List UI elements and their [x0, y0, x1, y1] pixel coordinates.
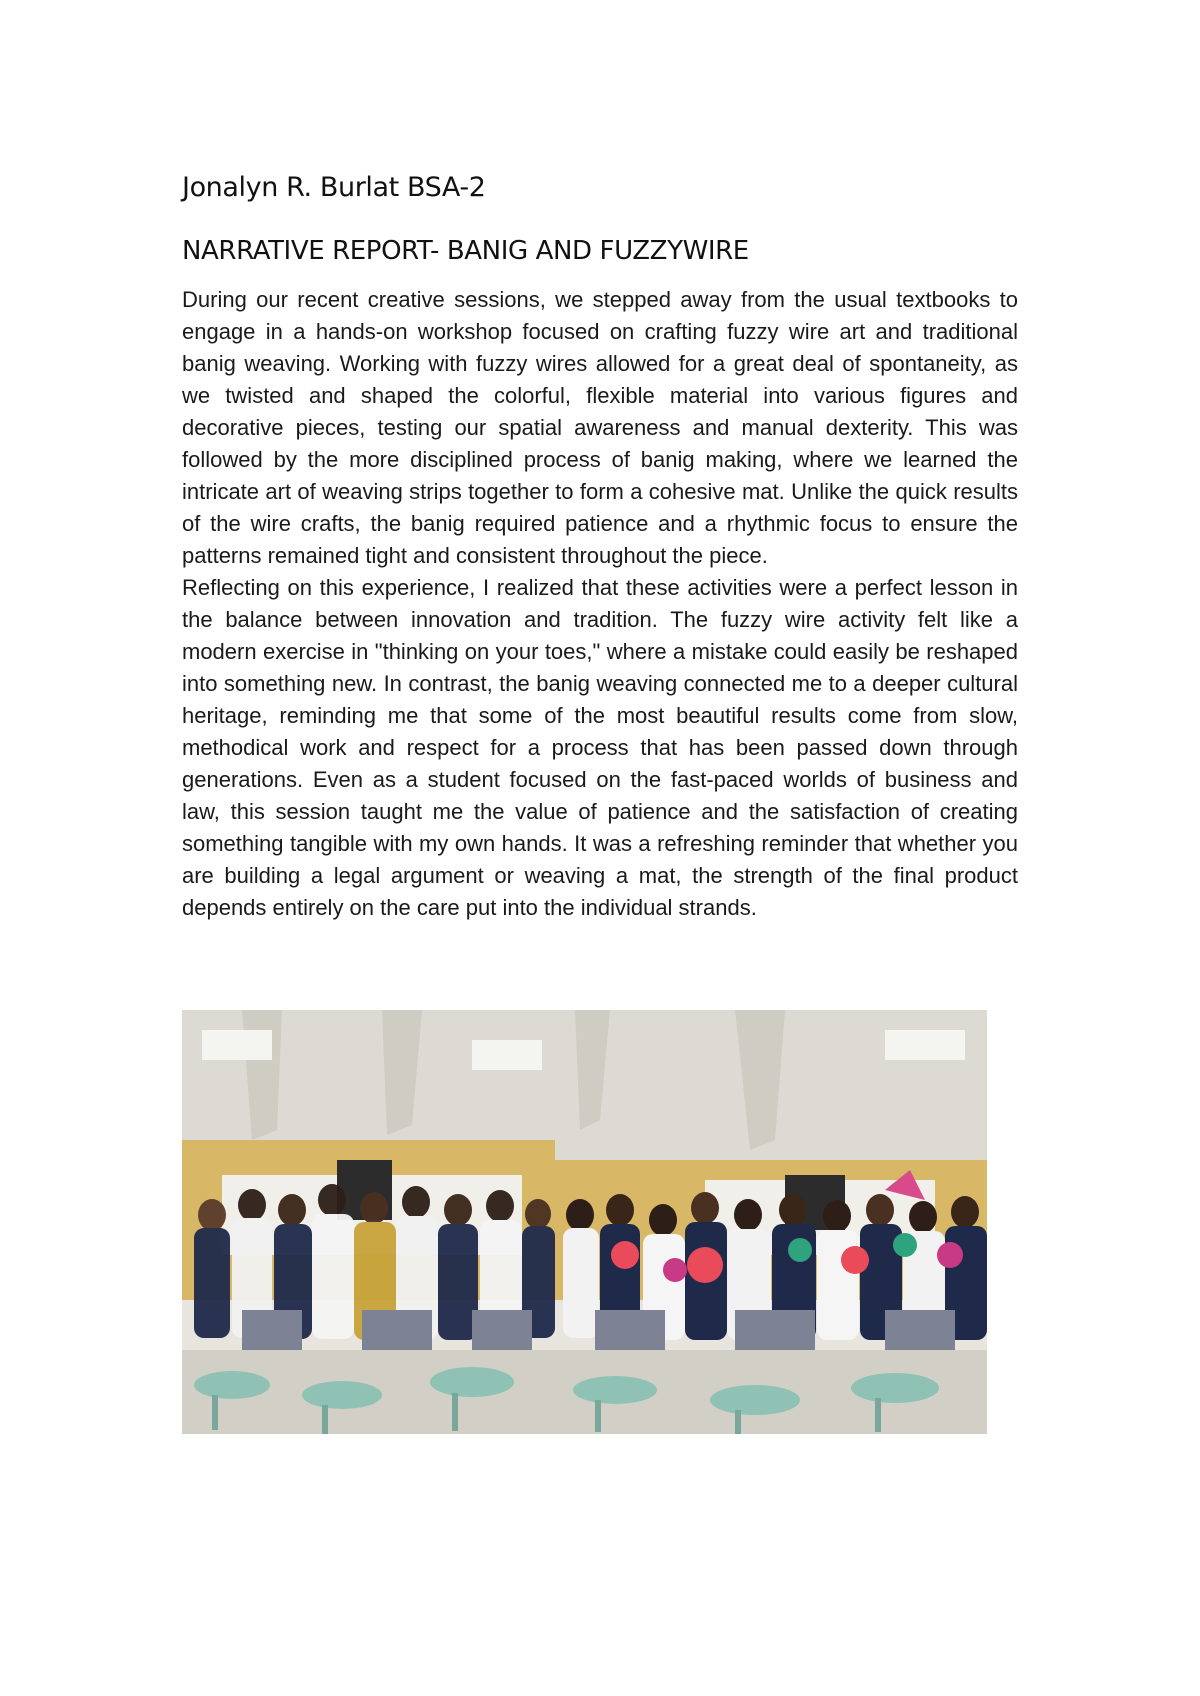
paragraph-reflection: Reflecting on this experience, I realized that these activities were a perfect lesson in the balance between innovation and tradition. The fuzzy wire activity felt like a modern exercise in "thinking on your toes," where a mistake could easily be reshaped into something new. In contrast, the banig weaving connected me to a deeper cultural heritage, reminding me that some of the most beautiful results come from slow, methodical work and respect for a process that has been passed down through generations. Even as a student focused on the fast-paced worlds of business and law, this session taught me the value of patience and the satisfaction of creating something tangible with my own hands. It was a refreshing reminder that whether you are building a legal argument or weaving a mat, the strength of the final product depends entirely on the care put into the individual strands.: [182, 575, 1018, 920]
group-photos: [182, 1010, 987, 1434]
group-photo-right: [555, 1010, 987, 1434]
report-body: [182, 284, 1018, 924]
report-title: NARRATIVE REPORT- BANIG AND FUZZYWIRE: [182, 236, 749, 266]
paragraph-workshop: During our recent creative sessions, we stepped away from the usual textbooks to engage in a hands-on workshop focused on crafting fuzzy wire art and traditional banig weaving. Working with fuzzy wires allowed for a great deal of spontaneity, as we twisted and shaped the colorful, flexible material into various figures and decorative pieces, testing our spatial awareness and manual dexterity. This was followed by the more disciplined process of banig making, where we learned the intricate art of weaving strips together to form a cohesive mat. Unlike the quick results of the wire crafts, the banig required patience and a rhythmic focus to ensure the patterns remained tight and consistent throughout the piece.: [182, 287, 1018, 568]
author-line: Jonalyn R. Burlat BSA-2: [182, 172, 486, 203]
group-photo-left: [182, 1010, 555, 1434]
